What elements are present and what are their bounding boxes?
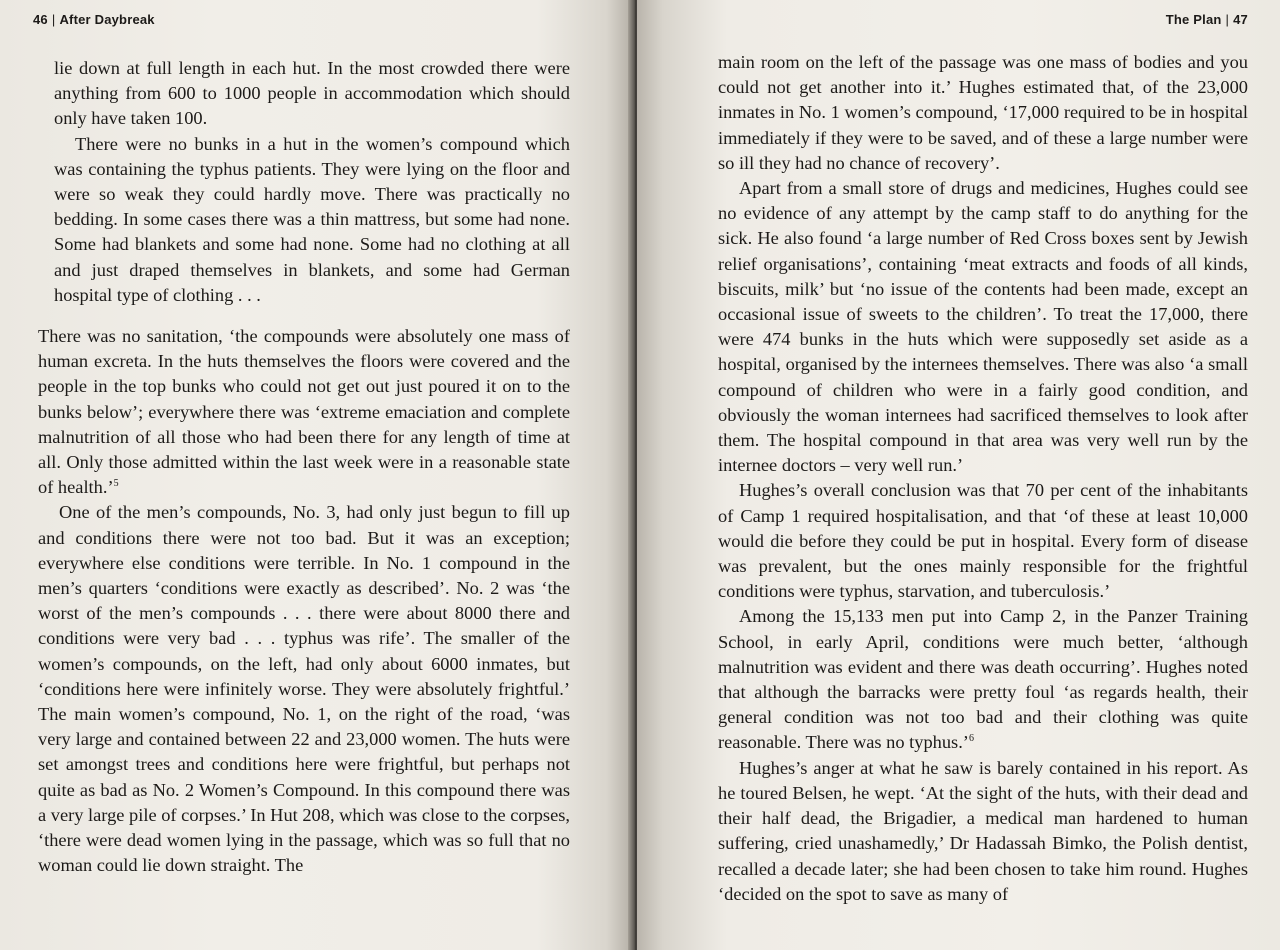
body-paragraph: Apart from a small store of drugs and medicines, Hughes could see no evidence of any attempt by the camp staff to do anything for the sick. He also found ‘a large number of Red Cross boxes sent by Jewish relief organisations’, containing ‘meat extracts and foods of all kinds, biscuits, milk’ but ‘no issue of the contents had been made, except an occasional issue of sweets to the children’. To treat the 17,000, there were 474 bunks in the huts which were supposedly set aside as a hospital, organised by the internees themselves. There was also ‘a small compound of children who were in a fairly good condition, and obviously the woman internees had sacrificed themselves to look after them. The hospital compound in that area was very well run by the internee doctors – very well run.’ (718, 178, 1248, 476)
footnote-ref: 6 (968, 733, 974, 745)
body-paragraph: Hughes’s anger at what he saw is barely contained in his report. As he toured Belsen, he wept. ‘At the sight of the huts, with their dead and their half dead, the Brigadier, a medical man hardened to human suffering, cried unashamedly,’ Dr Hadassah Bimko, the Polish dentist, recalled a decade later; she had been chosen to take him round. Hughes ‘decided on the spot to save as many of (718, 757, 1248, 904)
body-paragraph-text: There was no sanitation, ‘the compounds were absolutely one mass of human excreta. In the huts themselves the floors were covered and the people in the top bunks who could not get out just poured it on to the bunks below’; everywhere there was ‘extreme emaciation and complete malnutrition of all those who had been there for any length of time at all. Only those admitted within the last week were in a reasonable state of health.’ (38, 326, 570, 498)
left-page-number: 46 (33, 12, 48, 27)
footnote-ref: 5 (113, 478, 119, 490)
right-running-title: The Plan (1165, 12, 1222, 27)
left-head-separator: | (51, 12, 56, 27)
left-page (0, 0, 632, 950)
right-page-number: 47 (1233, 12, 1248, 27)
body-paragraph: Hughes’s overall conclusion was that 70 per cent of the inhabitants of Camp 1 required hospitalisation, and that ‘of these at least 10,000 would die before they could be put in hospital. Every form of disease was prevalent, but the ones mainly responsible for the frightful conditions were typhus, starvation, and tuberculosis.’ (718, 480, 1248, 602)
body-paragraph (718, 604, 1248, 755)
left-running-head (33, 12, 155, 27)
quote-paragraph: lie down at full length in each hut. In the most crowded there were anything from 600 to 1000 people in accommodation which should only have taken 100. (54, 58, 570, 129)
body-paragraph-text: Among the 15,133 men put into Camp 2, in the Panzer Training School, in early April, conditions were much better, ‘although malnutrition was evident and there was death occurring’. Hughes noted that although the barracks were pretty foul ‘as regards health, their general condition was not too bad and their clothing was quite reasonable. There was no typhus.’ (718, 606, 1248, 753)
body-paragraph (38, 324, 570, 500)
body-paragraph: main room on the left of the passage was one mass of bodies and you could not get another into it.’ Hughes estimated that, of the 23,000 inmates in No. 1 women’s compound, ‘17,000 required to be in hospital immediately if they were to be saved, and of these a large number were so ill they had no chance of recovery’. (718, 52, 1248, 173)
left-running-title: After Daybreak (59, 12, 155, 27)
right-body-text (718, 50, 1248, 907)
block-quote (38, 56, 570, 308)
right-running-head (1166, 12, 1248, 27)
right-head-separator: | (1225, 12, 1230, 27)
left-body-text (38, 56, 570, 879)
quote-paragraph: There were no bunks in a hut in the women’s compound which was containing the typhus patients. They were lying on the floor and were so weak they could hardly move. There was practically no bedding. In some cases there was a thin mattress, but some had none. Some had blankets and some had none. Some had no clothing at all and just draped themselves in blankets, and some had German hospital type of clothing . . . (54, 133, 570, 305)
body-paragraph: One of the men’s compounds, No. 3, had only just begun to fill up and conditions there were not too bad. But it was an exception; everywhere else conditions were terrible. In No. 1 compound in the men’s quarters ‘conditions were exactly as described’. No. 2 was ‘the worst of the men’s compounds . . . there were about 8000 there and conditions were very bad . . . typhus was rife’. The smaller of the women’s compounds, on the left, had only about 6000 inmates, but ‘conditions here were infinitely worse. They were absolutely frightful.’ The main women’s compound, No. 1, on the right of the road, ‘was very large and contained between 22 and 23,000 women. The huts were set amongst trees and conditions here were frightful, but perhaps not quite as bad as No. 2 Women’s Compound. In this compound there was a very large pile of corpses.’ In Hut 208, which was close to the corpses, ‘there were dead women lying in the passage, which was so full that no woman could lie down straight. The (38, 502, 570, 876)
